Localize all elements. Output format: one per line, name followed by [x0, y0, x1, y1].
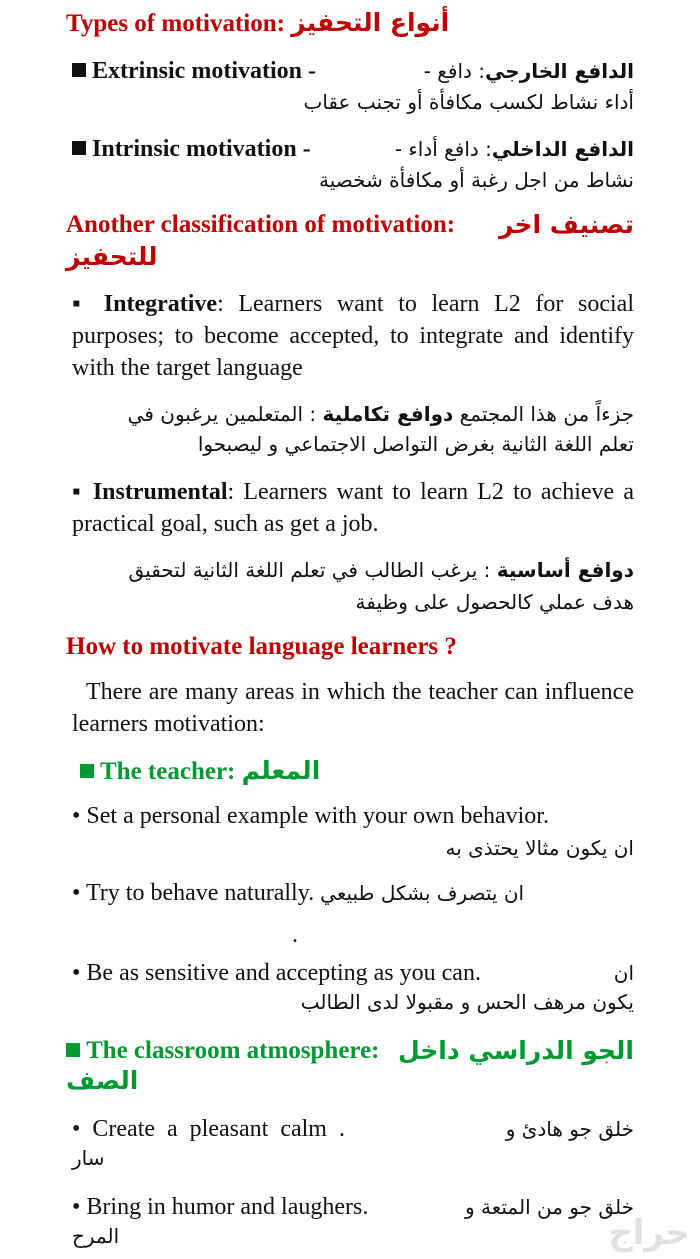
teacher-item-3-en: • Be as sensitive and accepting as you can. [72, 960, 481, 986]
instrumental-ar-line2: هدف عملي كالحصول على وظيفة [355, 590, 634, 614]
square-bullet-icon [80, 764, 94, 778]
instrumental-paragraph: ▪ Instrumental: Learners want to learn L2 to achieve a practical goal, such as get a job. [72, 479, 634, 537]
classroom-item-1-en: • Create a pleasant calm . [72, 1116, 345, 1142]
instrumental-ar-line1: دوافع أساسية : يرغب الطالب في تعلم اللغة الثانية لتحقيق [128, 558, 634, 582]
heading-classroom-atmosphere-2: الصف [66, 1066, 139, 1095]
teacher-item-3 [72, 956, 634, 990]
classroom-item-1-ar-end: خلق جو هادئ و [505, 1117, 634, 1141]
intrinsic-row [72, 132, 634, 166]
heading-ar-2: للتحفيز [66, 242, 158, 271]
heading-en: Types of motivation: [66, 10, 285, 37]
teacher-item-2-en: • Try to behave naturally. [72, 880, 315, 906]
classroom-item-2-en: • Bring in humor and laughers. [72, 1194, 369, 1220]
intrinsic-label: Intrinsic motivation - [72, 132, 311, 166]
intrinsic-ar-label: الدافع الداخلي: دافع أداء - [394, 137, 634, 161]
intrinsic-ar-desc: نشاط من اجل رغبة أو مكافأة شخصية [319, 168, 634, 192]
heading-how-to-motivate: How to motivate language learners ? [66, 633, 457, 660]
heading-en: Another classification of motivation: [66, 211, 456, 238]
watermark-logo: حراج [608, 1213, 690, 1253]
heading-types-of-motivation [66, 8, 634, 39]
teacher-item-3-ar: يكون مرهف الحس و مقبولا لدى الطالب [300, 990, 634, 1014]
teacher-item-1-ar: ان يكون مثالا يحتذى به [445, 836, 634, 860]
stray-period: . [292, 922, 298, 948]
teacher-item-3-ar-end: ان [613, 961, 634, 985]
heading-another-classification [66, 210, 634, 240]
heading-classroom-atmosphere: The classroom atmosphere: الجو الدراسي داخل [66, 1036, 634, 1066]
heading-the-teacher: The teacher: المعلم [80, 756, 634, 787]
teacher-item-1-en: • Set a personal example with your own behavior. [72, 803, 549, 829]
heading-another-classification-2 [66, 242, 634, 273]
extrinsic-label: Extrinsic motivation - [72, 54, 316, 88]
heading-ar-1: تصنيف اخر [498, 210, 634, 239]
teacher-item-2 [72, 876, 634, 910]
integrative-ar-line1: جزءاً من هذا المجتمع دوافع تكاملية : المتعلمين يرغبون في [127, 402, 634, 426]
classroom-item-1 [72, 1112, 634, 1146]
extrinsic-ar-desc: أداء نشاط لكسب مكافأة أو تجنب عقاب [303, 90, 634, 114]
how-intro-paragraph: There are many areas in which the teacher can influence learners motivation: [72, 679, 634, 737]
square-bullet-icon [72, 63, 86, 77]
square-bullet-icon [66, 1043, 80, 1057]
classroom-item-1-ar: سار [72, 1146, 105, 1170]
heading-ar: أنواع التحفيز [291, 8, 450, 37]
extrinsic-ar-label: الدافع الخارجي: دافع - [423, 59, 634, 83]
classroom-item-2 [72, 1190, 634, 1224]
classroom-item-2-ar: المرح [72, 1224, 120, 1248]
integrative-ar-line2: تعلم اللغة الثانية بغرض التواصل الاجتماعي و ليصبحوا [197, 432, 634, 456]
square-bullet-icon [72, 141, 86, 155]
classroom-item-2-ar-end: خلق جو من المتعة و [464, 1195, 634, 1219]
teacher-item-2-ar: ان يتصرف بشكل طبيعي [320, 881, 525, 905]
integrative-paragraph: ▪ Integrative: Learners want to learn L2 for social purposes; to become accepted, to integrate and identify with the target language [72, 291, 634, 381]
extrinsic-row [72, 54, 634, 88]
